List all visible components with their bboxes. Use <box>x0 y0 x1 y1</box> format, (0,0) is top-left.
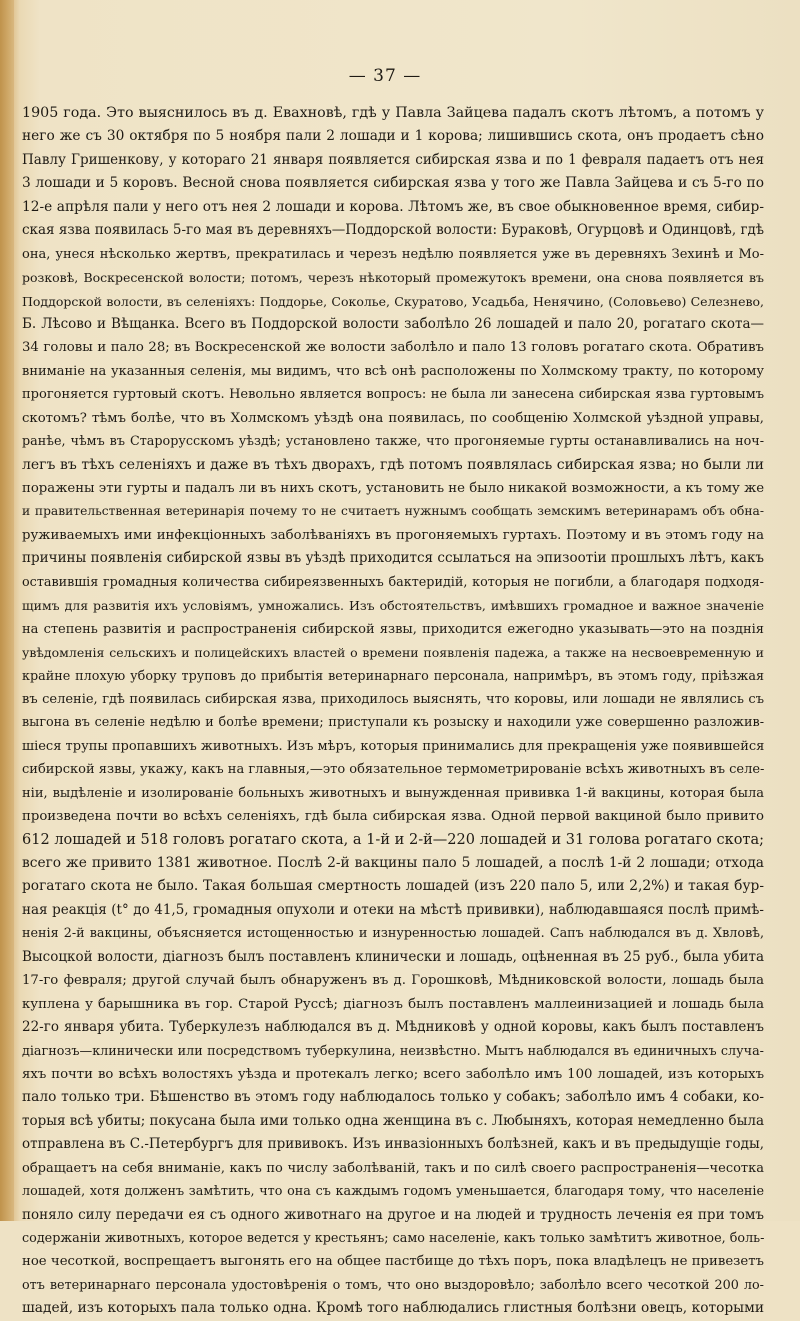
text-line: крайне плохую уборку труповъ до прибытія ветеринарнаго персонала, напримѣръ, въ этомъ году, пріѣзжая <box>22 668 764 684</box>
text-line: содержаніи животныхъ, которое ведется у крестьянъ; само населеніе, какъ только замѣтитъ животное, боль- <box>22 1231 764 1246</box>
page-binding-edge <box>0 0 14 1221</box>
text-line: въ селеніе, гдѣ появилась сибирская язва, приходилось выяснять, что коровы, или лошади не являлись съ <box>22 691 764 707</box>
text-line: легъ въ тѣхъ селеніяхъ и даже въ тѣхъ дворахъ, гдѣ потомъ появлялась сибирская язва; но были ли <box>22 456 764 473</box>
text-line: ная реакція (t° до 41,5, громадныя опухоли и отеки на мѣстѣ прививки), наблюдавшаяся послѣ примѣ- <box>22 901 764 918</box>
body-text <box>22 102 764 1321</box>
text-line: сибирской язвы, укажу, какъ на главныя,—это обязательное термометрированіе всѣхъ животныхъ въ селе- <box>22 762 764 778</box>
text-line: Поддорской волости, въ селеніяхъ: Поддорье, Соколье, Скуратово, Усадьба, Ненячино, (Соловьево) Селезнево, <box>22 293 764 309</box>
text-line: 34 головы и пало 28; въ Воскресенской же волости заболѣло и пало 13 головъ рогатаго скота. Обративъ <box>22 340 764 356</box>
text-line: 17-го февраля; другой случай былъ обнаруженъ въ д. Горошковѣ, Мѣдниковской волости, лошадь была <box>22 973 764 989</box>
text-line: діагнозъ—клинически или посредствомъ туберкулина, неизвѣстно. Мытъ наблюдался въ единичныхъ случа- <box>22 1043 764 1059</box>
text-line: оставившія громадныя количества сибиреязвенныхъ бактеридій, которыя не погибли, а благодаря подходя- <box>22 574 764 590</box>
text-line: рогатаго скота не было. Такая большая смертность лошадей (изъ 220 пало 5, или 2,2%) и такая бур- <box>22 878 764 895</box>
text-line: розковѣ, Воскресенской волости; потомъ, черезъ нѣкоторый промежутокъ времени, она снова появляется въ <box>22 270 764 286</box>
text-line: на степень развитія и распространенія сибирской язвы, приходится ежегодно указывать—это на позднія <box>22 621 764 637</box>
text-line: 12-е апрѣля пали у него отъ нея 2 лошади и корова. Лѣтомъ же, въ свое обыкновенное время, сибир- <box>22 198 764 215</box>
text-line: увѣдомленія сельскихъ и полицейскихъ властей о времени появленія падежа, а также на несвоевременную и <box>22 645 764 661</box>
text-line: ская язва появилась 5-го мая въ деревняхъ—Поддорской волости: Бураковѣ, Огурцовѣ и Одинцовѣ, гдѣ <box>22 222 764 239</box>
text-line: Б. Лѣсово и Вѣщанка. Всего въ Поддорской волости заболѣло 26 лошадей и пало 20, рогатаго скота— <box>22 315 764 332</box>
text-line: него же съ 30 октября по 5 ноября пали 2 лошади и 1 корова; лишившись скота, онъ продаетъ сѣно <box>22 128 764 145</box>
text-line: ранѣе, чѣмъ въ Старорусскомъ уѣздѣ; установлено также, что прогоняемые гурты останавливались на ноч- <box>22 434 764 450</box>
text-line: ніи, выдѣленіе и изолированіе больныхъ животныхъ и вынужденная прививка 1-й вакцины, которая была <box>22 785 764 801</box>
text-line: шадей, изъ которыхъ пала только одна. Кромѣ того наблюдались глистныя болѣзни овецъ, которыми <box>22 1300 764 1317</box>
text-line: прогоняется гуртовый скотъ. Невольно является вопросъ: не была ли занесена сибирская язва гуртовымъ <box>22 387 764 403</box>
text-line: поражены эти гурты и падалъ ли въ нихъ скотъ, установить не было никакой возможности, а къ тому же <box>22 481 764 496</box>
text-line: она, унеся нѣсколько жертвъ, прекратилась и черезъ недѣлю появляется уже въ деревняхъ Зехинѣ и Мо- <box>22 246 764 262</box>
text-line: вниманіе на указанныя селенія, мы видимъ, что всѣ онѣ расположены по Холмскому тракту, по которому <box>22 363 764 379</box>
text-line: 22-го января убита. Туберкулезъ наблюдался въ д. Мѣдниковѣ у одной коровы, какъ былъ поставленъ <box>22 1019 764 1036</box>
text-line: всего же привито 1381 животное. Послѣ 2-й вакцины пало 5 лошадей, а послѣ 1-й 2 лошади; отхода <box>22 855 764 871</box>
text-line: произведена почти во всѣхъ селеніяхъ, гдѣ была сибирская язва. Одной первой вакциной было привито <box>22 809 764 825</box>
text-line: отъ ветеринарнаго персонала удостовѣренія о томъ, что оно выздоровѣло; заболѣло всего чесоткой 200 ло- <box>22 1277 764 1293</box>
text-line: ненія 2-й вакцины, объясняется истощенностью и изнуренностью лошадей. Сапъ наблюдался въ д. Хвловѣ, <box>22 926 764 942</box>
text-line: руживаемыхъ ими инфекціонныхъ заболѣваніяхъ въ прогоняемыхъ гуртахъ. Поэтому и въ этомъ году на <box>22 527 764 543</box>
text-line: Павлу Гришенкову, у котораго 21 января появляется сибирская язва и по 1 февраля падаетъ отъ нея <box>22 151 764 168</box>
text-line: ное чесоткой, воспрещаетъ выгонять его на общее пастбище до тѣхъ поръ, пока владѣлецъ не привезетъ <box>22 1254 764 1270</box>
text-line: причины появленія сибирской язвы въ уѣздѣ приходится ссылаться на эпизоотіи прошлыхъ лѣтъ, какъ <box>22 550 764 567</box>
text-line: скотомъ? тѣмъ болѣе, что въ Холмскомъ уѣздѣ она появилась, по сообщенію Холмской уѣздной управы, <box>22 410 764 426</box>
text-line: пало только три. Бѣшенство въ этомъ году наблюдалось только у собакъ; заболѣло имъ 4 собаки, ко- <box>22 1089 764 1106</box>
text-line: торыя всѣ убиты; покусана была ими только одна женщина въ с. Любыняхъ, которая немедленно была <box>22 1112 764 1129</box>
text-line: поняло силу передачи ея съ одного животнаго на другое и на людей и трудность леченія ея при томъ <box>22 1206 764 1223</box>
text-line: лошадей, хотя долженъ замѣтить, что она съ каждымъ годомъ уменьшается, благодаря тому, что населеніе <box>22 1184 764 1200</box>
text-line: выгона въ селеніе недѣлю и болѣе времени; приступали къ розыску и находили уже совершенно разложив- <box>22 715 764 731</box>
text-line: и правительственная ветеринарія почему то не считаетъ нужнымъ сообщать земскимъ ветеринарамъ объ обна- <box>22 504 764 519</box>
text-line: щимъ для развитія ихъ условіямъ, умножались. Изъ обстоятельствъ, имѣвшихъ громадное и важное значеніе <box>22 598 764 614</box>
text-line: 612 лошадей и 518 головъ рогатаго скота, а 1-й и 2-й—220 лошадей и 31 голова рогатаго скота; <box>22 831 764 848</box>
page-number: — 37 — <box>348 66 422 86</box>
text-line: Высоцкой волости, діагнозъ былъ поставленъ клинически и лошадь, оцѣненная въ 25 руб., была убита <box>22 948 764 965</box>
text-line: шіеся трупы пропавшихъ животныхъ. Изъ мѣръ, которыя принимались для прекращенія уже появившейся <box>22 738 764 754</box>
text-line: отправлена въ С.-Петербургъ для прививокъ. Изъ инвазіонныхъ болѣзней, какъ и въ предыдущіе годы, <box>22 1136 764 1153</box>
text-line: куплена у барышника въ гор. Старой Руссѣ; діагнозъ былъ поставленъ маллеинизацией и лошадь была <box>22 996 764 1012</box>
text-line: яхъ почти во всѣхъ волостяхъ уѣзда и протекалъ легко; всего заболѣло имъ 100 лошадей, изъ которыхъ <box>22 1066 764 1082</box>
text-line: 1905 года. Это выяснилось въ д. Евахновѣ, гдѣ у Павла Зайцева падалъ скотъ лѣтомъ, а потомъ у <box>22 105 764 121</box>
text-line: обращаетъ на себя вниманіе, какъ по числу заболѣваній, такъ и по силѣ своего распространенія—чесотка <box>22 1160 764 1176</box>
text-line: 3 лошади и 5 коровъ. Весной снова появляется сибирская язва у того же Павла Зайцева и съ 5-го по <box>22 175 764 192</box>
